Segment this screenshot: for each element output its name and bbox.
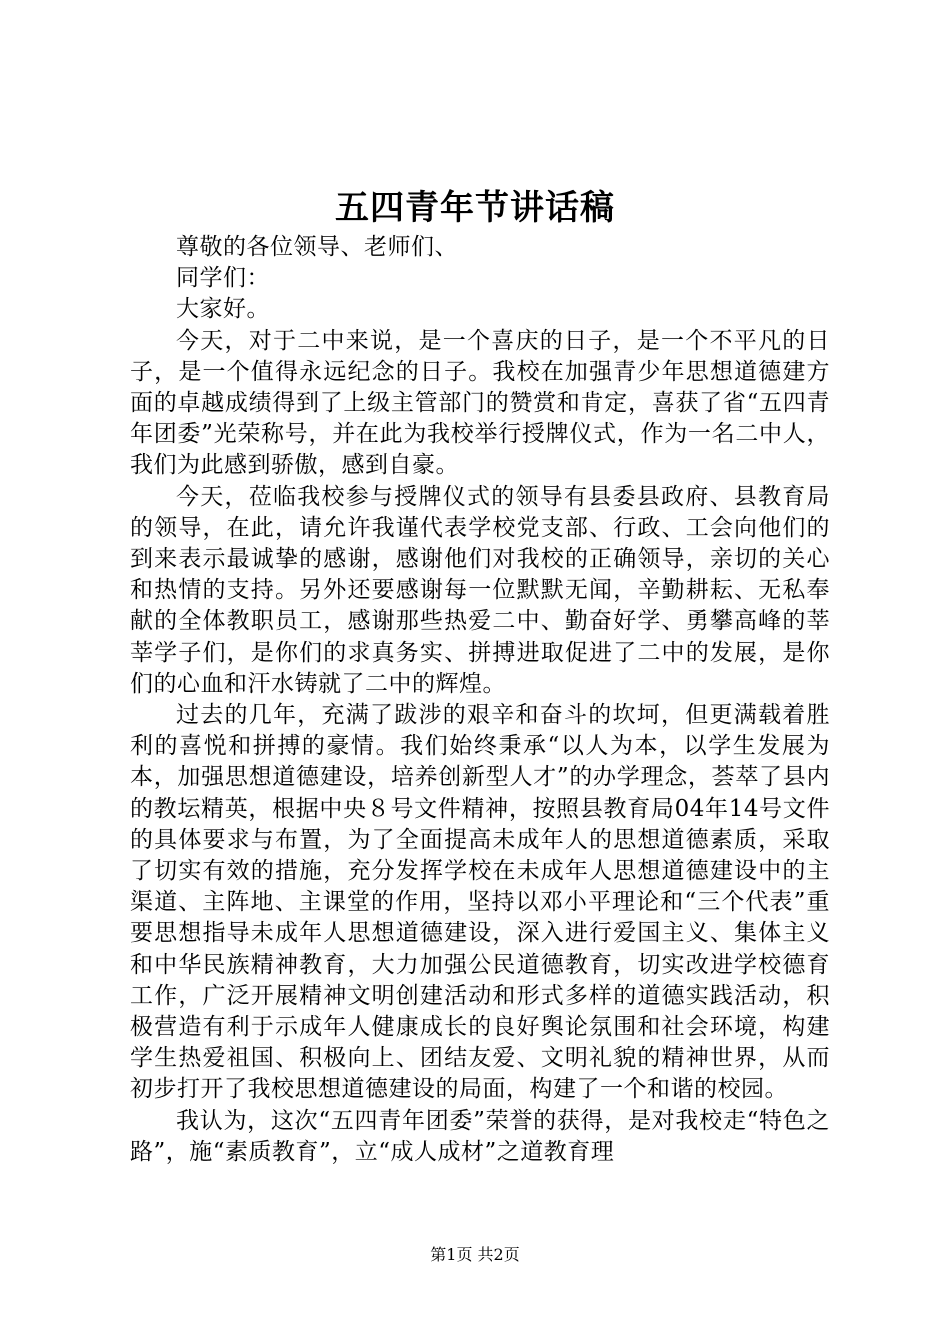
- page-footer: 第1页 共2页: [430, 1245, 520, 1264]
- paragraph: 今天，莅临我校参与授牌仪式的领导有县委县政府、县教育局的领导，在此，请允许我谨代表学校党支部、行政、工会向他们的到来表示最诚挚的感谢，感谢他们对我校的正确领导，亲切的关心和热情的支持。另外还要感谢每一位默默无闻，辛勤耕耘、无私奉献的全体教职员工，感谢那些热爱二中、勤奋好学、勇攀高峰的莘莘学子们，是你们的求真务实、拼搏进取促进了二中的发展，是你们的心血和汗水铸就了二中的辉煌。: [130, 483, 830, 697]
- document-body: [130, 232, 830, 1168]
- paragraph: 我认为，这次“五四青年团委”荣誉的获得，是对我校走“特色之路”，施“素质教育”，立“成人成材”之道教育理: [130, 1107, 830, 1165]
- paragraph: 过去的几年，充满了跋涉的艰辛和奋斗的坎坷，但更满载着胜利的喜悦和拼搏的豪情。我们始终秉承“以人为本，以学生发展为本，加强思想道德建设，培养创新型人才”的办学理念，荟萃了县内的教坛精英，根据中央８号文件精神，按照县教育局04年14号文件的具体要求与布置，为了全面提高未成年人的思想道德素质，采取了切实有效的措施，充分发挥学校在未成年人思想道德建设中的主渠道、主阵地、主课堂的作用，坚持以邓小平理论和“三个代表”重要思想指导未成年人思想道德建设，深入进行爱国主义、集体主义和中华民族精神教育，大力加强公民道德教育，切实改进学校德育工作，广泛开展精神文明创建活动和形式多样的道德实践活动，积极营造有利于示成年人健康成长的良好舆论氛围和社会环境，构建学生热爱祖国、积极向上、团结友爱、文明礼貌的精神世界，从而初步打开了我校思想道德建设的局面，构建了一个和谐的校园。: [130, 702, 830, 1103]
- salutation-line-1: 尊敬的各位领导、老师们、: [176, 234, 458, 260]
- paragraph: 今天，对于二中来说，是一个喜庆的日子，是一个不平凡的日子，是一个值得永远纪念的日子。我校在加强青少年思想道德建方面的卓越成绩得到了上级主管部门的赞赏和肯定，喜获了省“五四青年团委”光荣称号，并在此为我校举行授牌仪式，作为一名二中人，我们为此感到骄傲，感到自豪。: [130, 327, 830, 479]
- greeting-line: 大家好。: [176, 296, 270, 323]
- salutation-line-2: 同学们：: [176, 265, 270, 292]
- document-title: 五四青年节讲话稿: [335, 188, 615, 228]
